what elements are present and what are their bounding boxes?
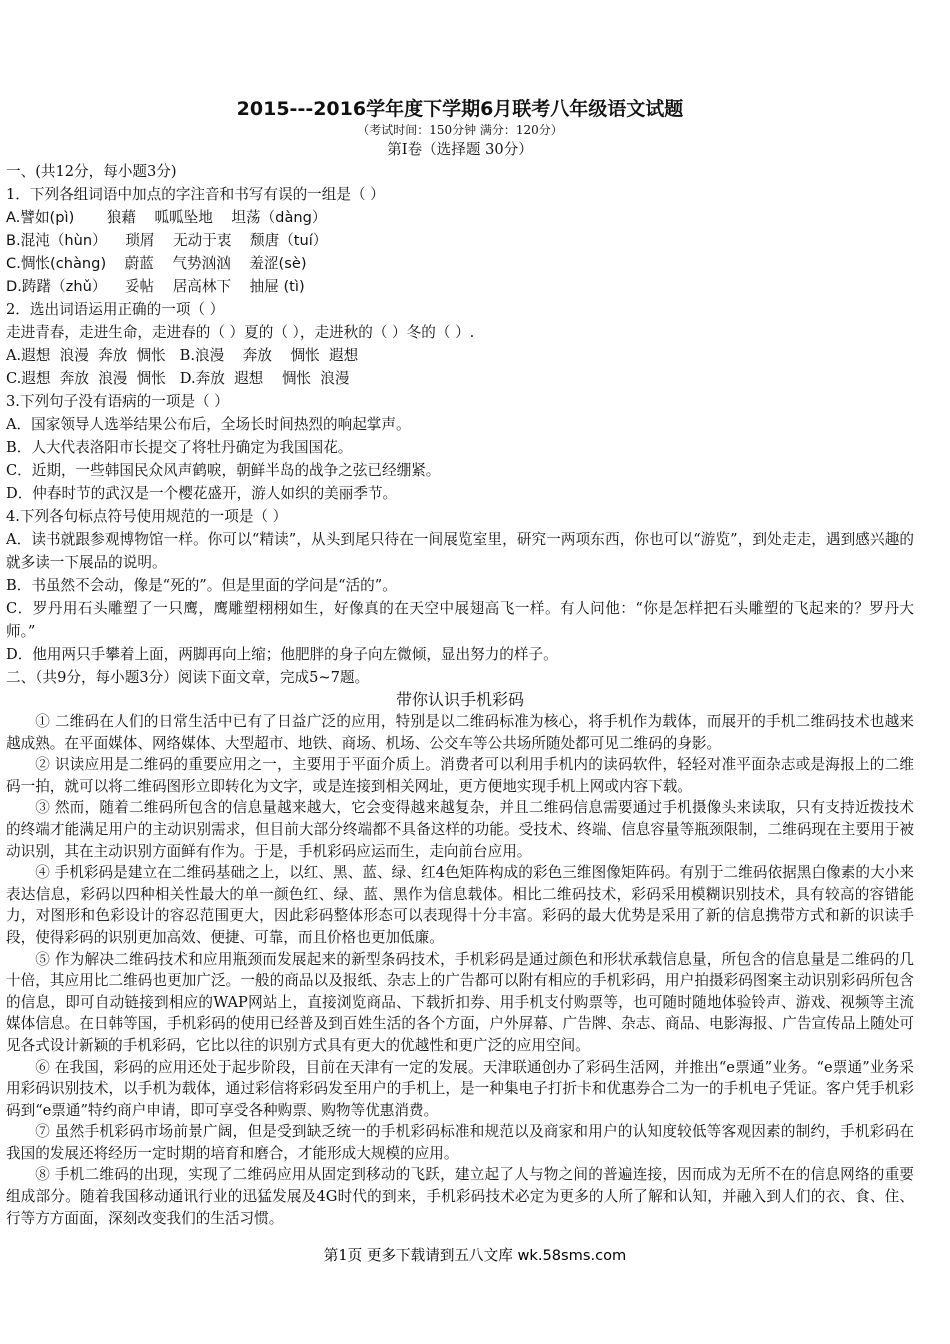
article-paragraph: ⑧ 手机二维码的出现，实现了二维码应用从固定到移动的飞跃，建立起了人与物之间的普遍连接，因而成为无所不在的信息网络的重要组成部分。随着我国移动通讯行业的迅猛发展及4G时代的到来，手机彩码技术必定为更多的人所了解和认知，并融入到人们的衣、食、住、行等方方面面，深刻改变我们的生活习惯。 <box>6 1166 914 1227</box>
q4-option-c: C．罗丹用石头雕塑了一只鹰，鹰雕塑栩栩如生，好像真的在天空中展翅高飞一样。有人问他：“你是怎样把石头雕塑的飞起来的？罗丹大师。” <box>6 600 914 640</box>
q2-options-ab: A.遐想 浪漫 奔放 惆怅 B.浪漫 奔放 惆怅 遐想 <box>6 347 359 364</box>
article-paragraph: ③ 然而，随着二维码所包含的信息量越来越大，它会变得越来越复杂，并且二维码信息需要通过手机摄像头来读取，只有支持近拨技术的终端才能满足用户的主动识别需求，但目前大部分终端都不具备这样的功能。受技术、终端、信息容量等瓶颈限制，二维码现在主要用于被动识别，其在主动识别方面鲜有作为。于是，手机彩码应运而生，走向前台应用。 <box>6 799 914 860</box>
q4-stem: 4.下列各句标点符号使用规范的一项是（ ） <box>6 508 288 525</box>
q2-options-cd: C.遐想 奔放 浪漫 惆怅 D.奔放 遐想 惆怅 浪漫 <box>6 370 350 387</box>
q1-option-b: B.混沌（hùn） 琐屑 无动于衷 颓唐（tuí） <box>6 232 328 249</box>
article-paragraph: ⑦ 虽然手机彩码市场前景广阔，但是受到缺乏统一的手机彩码标准和规范以及商家和用户的认知度较低等客观因素的制约，手机彩码在我国的发展还将经历一定时期的培育和磨合，才能形成大规模的应用。 <box>6 1123 914 1162</box>
q3-option-c: C．近期，一些韩国民众风声鹤唳，朝鲜半岛的战争之弦已经绷紧。 <box>6 462 441 479</box>
q4-option-b: B．书虽然不会动，像是“死的”。但是里面的学问是“活的”。 <box>6 577 397 594</box>
q1-option-c: C.惆怅(chàng) 蔚蓝 气势汹汹 羞涩(sè) <box>6 255 307 272</box>
volume-heading: 第Ⅰ卷（选择题 30分） <box>387 141 533 158</box>
article-paragraph: ④ 手机彩码是建立在二维码基础之上，以红、黑、蓝、绿、红4色矩阵构成的彩色三维图像矩阵码。有别于二维码依据黑白像素的大小来表达信息，彩码以四种相关性最大的单一颜色红、绿、蓝、黑作为信息载体。相比二维码技术，彩码采用模糊识别技术，具有较高的容错能力，对图形和色彩设计的容忍范围更大，因此彩码整体形态可以表现得十分丰富。彩码的最大优势是采用了新的信息携带方式和新的识读手段，使得彩码的识别更加高效、便捷、可靠，而且价格也更加低廉。 <box>6 864 914 946</box>
q1-option-d: D.踌躇（zhǔ） 妥帖 居高林下 抽屉 (tì) <box>6 278 305 295</box>
q3-option-a: A．国家领导人选举结果公布后，全场长时间热烈的响起掌声。 <box>6 416 411 433</box>
q3-option-b: B．人大代表洛阳市长提交了将牡丹确定为我国国花。 <box>6 439 353 456</box>
article-title: 带你认识手机彩码 <box>395 690 524 709</box>
section2-heading: 二、（共9分，每小题3分）阅读下面文章，完成5~7题。 <box>6 669 370 686</box>
q3-option-d: D．仲春时节的武汉是一个樱花盛开，游人如织的美丽季节。 <box>6 485 398 502</box>
q2-stem: 2．选出词语运用正确的一项（ ） <box>6 301 225 318</box>
q4-option-d: D．他用两只手攀着上面，两脚再向上缩；他肥胖的身子向左微倾，显出努力的样子。 <box>6 646 558 663</box>
footer-text: 第1页 更多下载请到五八文库 <box>323 1247 518 1264</box>
article-paragraph: ⑤ 作为解决二维码技术和应用瓶颈而发展起来的新型条码技术，手机彩码是通过颜色和形状承载信息量，所包含的信息量是二维码的几十倍，其应用比二维码也更加广泛。一般的商品以及报纸、杂志上的广告都可以附有相应的手机彩码，用户拍摄彩码图案主动识别彩码所包含的信息，即可自动链接到相应的WAP网站上，直接浏览商品、下载折扣券、用手机支付购票等，也可随时随地体验铃声、游戏、视频等主流媒体信息。在日韩等国，手机彩码的使用已经普及到百姓生活的各个方面，户外屏幕、广告牌、杂志、商品、电影海报、广告宣传品上随处可见各式设计新颖的手机彩码，它比以往的识别方式具有更大的优越性和更广泛的应用空间。 <box>6 950 914 1054</box>
article-paragraph: ⑥ 在我国，彩码的应用还处于起步阶段，目前在天津有一定的发展。天津联通创办了彩码生活网，并推出“e票通”业务。“e票通”业务采用彩码识别技术，以手机为载体，通过彩信将彩码发至用户的手机上，是一种集电子打折卡和优惠券合二为一的手机电子凭证。客户凭手机彩码到“e票通”特约商户申请，即可享受各种购票、购物等优惠消费。 <box>6 1058 914 1119</box>
article-paragraph: ① 二维码在人们的日常生活中已有了日益广泛的应用，特别是以二维码标准为核心，将手机作为载体，而展开的手机二维码技术也越来越成熟。在平面媒体、网络媒体、大型超市、地铁、商场、机场、公交车等公共场所随处都可见二维码的身影。 <box>6 713 914 752</box>
exam-subtitle: （考试时间：150分钟 满分：120分） <box>357 123 563 137</box>
article-body <box>6 711 914 1229</box>
page-footer <box>0 1246 950 1266</box>
q4-option-a: A．读书就跟参观博物馆一样。你可以“精读”，从头到尾只待在一间展览室里，研究一两项东西，你也可以“游览”，到处走走，遇到感兴趣的就多读一下展品的说明。 <box>6 531 914 571</box>
q1-option-a: A.譬如(pì) 狼藉 呱呱坠地 坦荡（dàng） <box>6 209 327 226</box>
exam-title: 2015---2016学年度下学期6月联考八年级语文试题 <box>236 98 684 120</box>
section1-heading: 一、(共12分，每小题3分) <box>6 163 177 180</box>
q1-stem: 1．下列各组词语中加点的字注音和书写有误的一组是（ ） <box>6 186 385 203</box>
q2-sentence: 走进青春，走进生命，走进春的（ ）夏的（ ），走进秋的（ ）冬的（ ）. <box>6 324 475 341</box>
article-paragraph: ② 识读应用是二维码的重要应用之一，主要用于平面介质上。消费者可以利用手机内的读码软件，轻轻对准平面杂志或是海报上的二维码一拍，就可以将二维码图形立即转化为文字，或是连接到相关网址，更方便地实现手机上网或内容下载。 <box>6 756 914 795</box>
footer-url[interactable]: wk.58sms.com <box>517 1247 627 1264</box>
q3-stem: 3.下列句子没有语病的一项是（ ） <box>6 393 229 410</box>
